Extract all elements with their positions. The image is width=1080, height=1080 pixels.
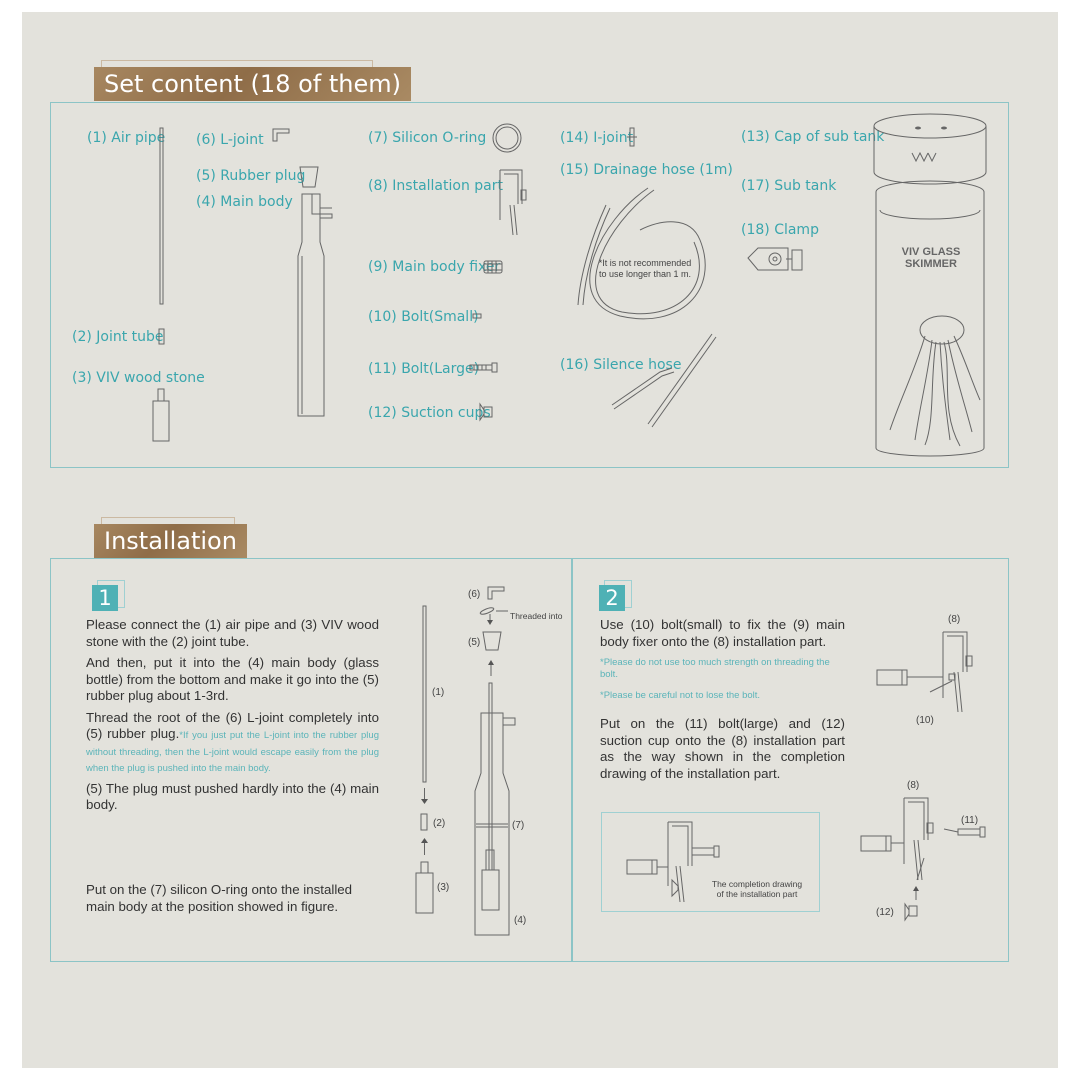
callout-6: (6) <box>468 589 481 600</box>
callout-4: (4) <box>514 915 527 926</box>
item-bolt-small: (10) Bolt(Small) <box>368 309 479 325</box>
item-l-joint: (6) L-joint <box>196 132 264 148</box>
item-rubber-plug: (5) Rubber plug <box>196 168 306 184</box>
completion-caption-line-1: The completion drawing <box>711 879 803 889</box>
item-o-ring: (7) Silicon O-ring <box>368 130 487 146</box>
item-joint-tube: (2) Joint tube <box>72 329 164 345</box>
item-air-pipe: (1) Air pipe <box>87 130 166 146</box>
callout-3: (3) <box>437 882 450 893</box>
threaded-into-label: Threaded into <box>510 611 563 621</box>
hose-note-line-2: to use longer than 1 m. <box>598 269 692 279</box>
callout-11: (11) <box>961 815 979 826</box>
step-2-badge: 2 <box>599 585 625 611</box>
step2-note-bolt: *Please be careful not to lose the bolt. <box>600 690 761 701</box>
tank-label-line-1: VIV GLASS <box>901 246 961 258</box>
item-cap-sub-tank: (13) Cap of sub tank <box>741 129 885 145</box>
item-main-body: (4) Main body <box>196 194 293 210</box>
step-1-badge: 1 <box>92 585 118 611</box>
step1-threading-note: *If you just put the L-joint into the rubber plug without threading, then the L-joint would escape easily from the plug when the plug is pushed into the main body. <box>86 730 379 774</box>
callout-5: (5) <box>468 637 481 648</box>
item-i-joint: (14) I-joint <box>560 130 634 146</box>
callout-2: (2) <box>433 818 446 829</box>
step2-note-strength: *Please do not use too much strength on threading the bolt. <box>600 657 830 680</box>
completion-caption-line-2: of the installation part <box>716 889 798 899</box>
step1-paragraph-4: (5) The plug must pushed hardly into the (4) main body. <box>86 780 379 812</box>
step1-paragraph-2: And then, put it into the (4) main body (glass bottle) from the bottom and make it go into the (5) rubber plug about 1-3rd. <box>86 655 379 703</box>
step1-paragraph-5: Put on the (7) silicon O-ring onto the installed main body at the position showed in figure. <box>86 882 353 914</box>
step1-paragraph-1: Please connect the (1) air pipe and (3) VIV wood stone with the (2) joint tube. <box>86 617 379 649</box>
callout-1: (1) <box>432 687 445 698</box>
item-wood-stone: (3) VIV wood stone <box>72 370 205 386</box>
diagram-installation-part-top <box>877 632 972 712</box>
item-drainage-hose: (15) Drainage hose (1m) <box>560 162 733 178</box>
item-body-fixer: (9) Main body fixer <box>368 259 501 275</box>
item-sub-tank: (17) Sub tank <box>741 178 837 194</box>
item-installation-part: (8) Installation part <box>368 178 503 194</box>
set-content-title: Set content (18 of them) <box>94 67 411 101</box>
callout-10: (10) <box>916 715 934 726</box>
item-silence-hose: (16) Silence hose <box>560 357 682 373</box>
step2-paragraph-1: Use (10) bolt(small) to fix the (9) main body fixer onto the (8) installation part. <box>600 617 845 649</box>
diagram-completion <box>627 822 719 902</box>
tank-label-line-2: SKIMMER <box>905 258 957 270</box>
item-clamp: (18) Clamp <box>741 222 819 238</box>
callout-8-top: (8) <box>948 614 961 625</box>
callout-8-bottom: (8) <box>907 780 920 791</box>
installation-title: Installation <box>94 524 247 558</box>
hose-note-line-1: *It is not recommended <box>598 258 692 268</box>
callout-12: (12) <box>876 907 894 918</box>
step1-paragraph-3-text: Thread the root of the (6) L-joint completely into (5) rubber plug. <box>86 709 379 741</box>
step2-paragraph-2: Put on the (11) bolt(large) and (12) suction cup onto the (8) installation part as the way shown in the completion drawing of the installation part. <box>600 716 845 781</box>
callout-7: (7) <box>512 820 525 831</box>
item-bolt-large: (11) Bolt(Large) <box>368 361 480 377</box>
item-suction-cups: (12) Suction cups <box>368 405 491 421</box>
